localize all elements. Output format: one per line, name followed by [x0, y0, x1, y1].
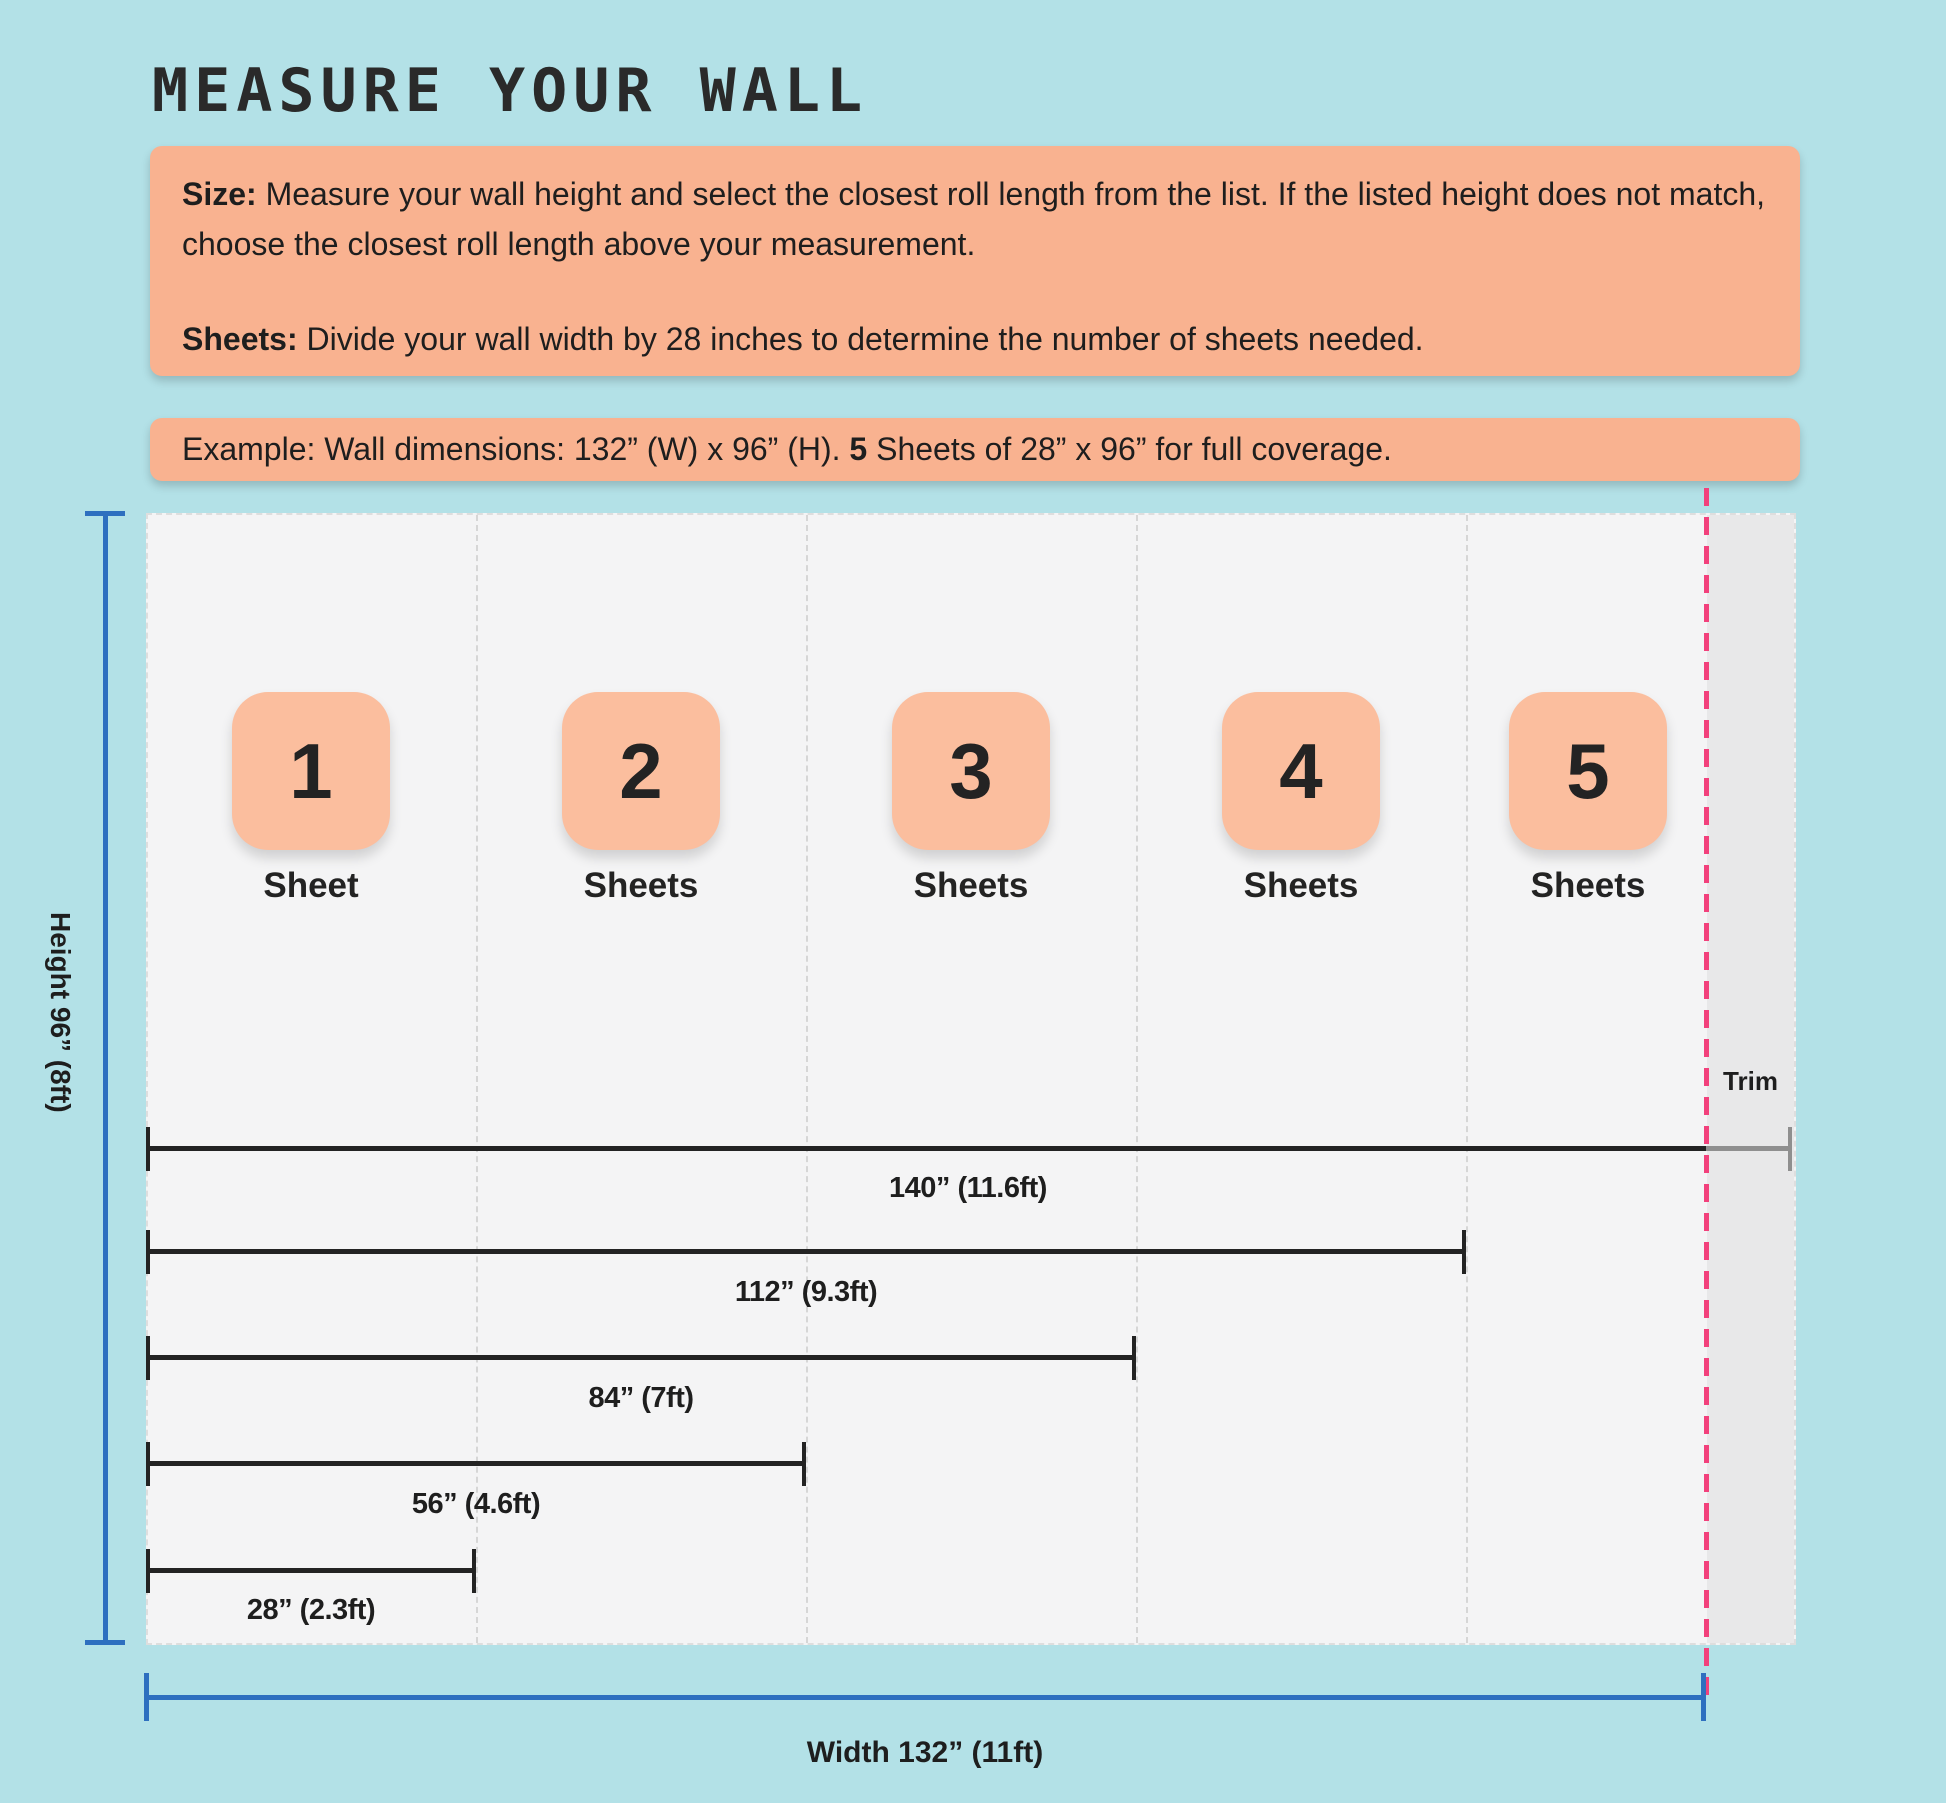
sheet-divider-2 — [806, 515, 808, 1643]
measure-line-84 — [146, 1355, 1136, 1360]
wall-panel — [146, 513, 1796, 1645]
height-dimension-bottom-tick — [85, 1640, 125, 1645]
sheet-divider-1 — [476, 515, 478, 1643]
example-text: Example: Wall dimensions: 132” (W) x 96” (H). 5 Sheets of 28” x 96” for full coverage. — [182, 430, 1392, 467]
measure-label-140: 140” (11.6ft) — [889, 1172, 1047, 1204]
trim-label: Trim — [1723, 1066, 1778, 1096]
measure-line-28-right-tick — [472, 1549, 476, 1593]
measure-line-84-right-tick — [1132, 1336, 1136, 1380]
sheet-badge-4-label: Sheets — [1243, 866, 1359, 905]
measure-line-140 — [146, 1146, 1706, 1151]
measure-line-28 — [146, 1568, 476, 1573]
sheet-badge-5: 5 — [1509, 692, 1667, 850]
width-label: Width 132” (11ft) — [806, 1736, 1044, 1769]
measure-label-112: 112” (9.3ft) — [734, 1276, 878, 1308]
page-title: MEASURE YOUR WALL — [152, 56, 869, 126]
sheet-divider-4 — [1466, 515, 1468, 1643]
size-instruction: Size: Measure your wall height and select the closest roll length from the list. If the listed height does not match, choose the closest roll length above your measurement. — [182, 176, 1766, 262]
height-dimension-top-tick — [85, 511, 125, 516]
measure-line-140-right-tick — [1788, 1127, 1792, 1171]
width-dimension-line — [146, 1695, 1706, 1700]
measure-line-112-right-tick — [1462, 1230, 1466, 1274]
example-box — [150, 418, 1800, 481]
measure-line-28-left-tick — [146, 1549, 150, 1593]
measure-line-56 — [146, 1461, 806, 1466]
measure-line-140-trim-segment — [1706, 1146, 1790, 1151]
sheet-badge-4: 4 — [1222, 692, 1380, 850]
instructions-box — [150, 146, 1800, 376]
height-label: Height 96” (8ft) — [45, 912, 76, 1113]
size-label: Size: — [182, 176, 257, 212]
measure-label-28: 28” (2.3ft) — [246, 1594, 376, 1626]
sheet-badge-2: 2 — [562, 692, 720, 850]
measure-line-56-right-tick — [802, 1442, 806, 1486]
width-dimension-right-tick — [1701, 1673, 1706, 1721]
measure-line-112-left-tick — [146, 1230, 150, 1274]
measure-label-84: 84” (7ft) — [588, 1382, 694, 1414]
width-dimension-left-tick — [144, 1673, 149, 1721]
sheet-badge-3: 3 — [892, 692, 1050, 850]
sheet-badge-1: 1 — [232, 692, 390, 850]
measure-line-84-left-tick — [146, 1336, 150, 1380]
sheets-instruction: Sheets: Divide your wall width by 28 inches to determine the number of sheets needed. — [182, 321, 1424, 358]
sheets-label: Sheets: — [182, 321, 298, 358]
measure-line-140-left-tick — [146, 1127, 150, 1171]
measure-line-112 — [146, 1249, 1466, 1254]
height-dimension-line — [103, 513, 108, 1645]
sheet-badge-5-label: Sheets — [1530, 866, 1646, 905]
measure-label-56: 56” (4.6ft) — [411, 1488, 541, 1520]
sheet-badge-1-label: Sheet — [263, 866, 359, 905]
measure-line-56-left-tick — [146, 1442, 150, 1486]
sheet-badge-3-label: Sheets — [913, 866, 1029, 905]
sheet-badge-2-label: Sheets — [583, 866, 699, 905]
sheet-divider-3 — [1136, 515, 1138, 1643]
